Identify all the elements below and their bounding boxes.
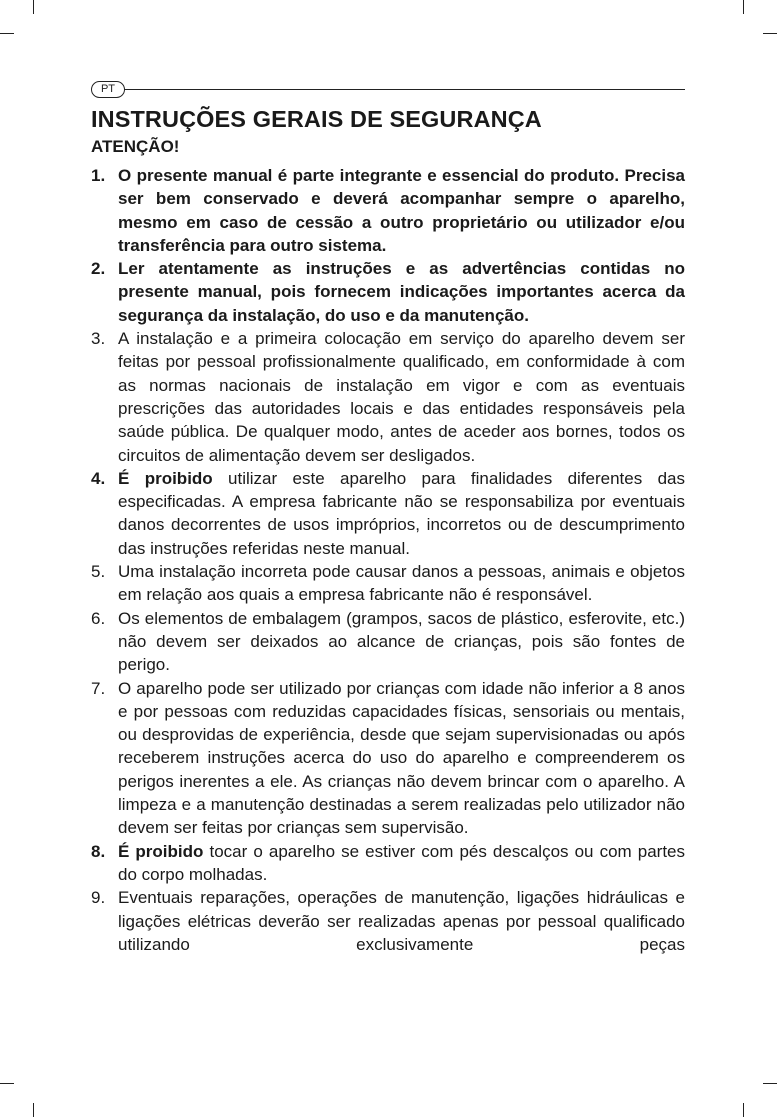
crop-mark-bottom-right — [743, 1103, 744, 1117]
item-text: O presente manual é parte integrante e essencial do produto. Precisa ser bem conservado e deverá acompanhar sempre o aparelho, mesmo em caso de cessão a outro proprietário ou utilizador e/ou transferência para outro sistema. — [118, 166, 685, 255]
item-text: O aparelho pode ser utilizado por crianças com idade não inferior a 8 anos e por pessoas com reduzidas capacidades físicas, sensoriais ou mentais, ou desprovidas de experiência, desde que sejam supervisionadas ou após receberem instruções acerca do uso do aparelho e compreenderem os perigos inerentes a ele. As crianças não devem brincar com o aparelho. A limpeza e a manutenção destinadas a serem realizadas pelo utilizador não devem ser feitas por crianças sem supervisão. — [118, 678, 685, 838]
item-text: Os elementos de embalagem (grampos, sacos de plástico, esferovite, etc.) não devem ser deixados ao alcance de crianças, pois são fontes de perigo. — [118, 608, 685, 675]
item-text: Ler atentamente as instruções e as advertências contidas no presente manual, pois fornecem indicações importantes acerca da segurança da instalação, do uso e da manutenção. — [118, 259, 685, 325]
item-lead: É proibido — [118, 468, 213, 488]
item-text: Eventuais reparações, operações de manutenção, ligações hidráulicas e ligações elétricas deverão ser realizadas apenas por pessoal qualificado utilizando exclusivamente peças — [118, 888, 685, 954]
list-item — [91, 327, 685, 467]
item-number: 4. — [91, 468, 106, 488]
list-item — [91, 467, 685, 560]
attention-heading: ATENÇÃO! — [91, 137, 180, 156]
section-title: INSTRUÇÕES GERAIS DE SEGURANÇA — [91, 106, 542, 132]
language-tag: PT — [91, 81, 125, 98]
list-item — [91, 257, 685, 327]
item-number: 2. — [91, 259, 106, 279]
crop-mark-top-right — [743, 0, 744, 14]
crop-mark-left-bottom — [0, 1083, 14, 1084]
item-number: 6. — [91, 608, 106, 628]
list-item — [91, 560, 685, 607]
item-text: utilizar este aparelho para finalidades diferentes das especificadas. A empresa fabricante não se responsabiliza por eventuais danos decorrentes de usos impróprios, incorretos ou de descumprimento das instruções referidas neste manual. — [118, 468, 686, 558]
list-item — [91, 677, 685, 840]
crop-mark-right-bottom — [763, 1083, 777, 1084]
item-number: 1. — [91, 166, 106, 185]
crop-mark-bottom-left — [33, 1103, 34, 1117]
safety-instructions-list — [91, 164, 685, 956]
item-number: 3. — [91, 329, 106, 349]
item-number: 5. — [91, 562, 106, 582]
item-number: 9. — [91, 888, 106, 908]
list-item — [91, 886, 685, 956]
crop-mark-right-top — [763, 33, 777, 34]
header-rule — [124, 89, 685, 90]
safety-section — [91, 104, 685, 956]
item-text: A instalação e a primeira colocação em serviço do aparelho devem ser feitas por pessoal profissionalmente qualificado, em conformidade à com as normas nacionais de instalação em vigor e com as eventuais prescrições das autoridades locais e das entidades responsáveis pela saúde pública. De qualquer modo, antes de aceder aos bornes, todos os circuitos de alimentação devem ser desligados. — [118, 329, 685, 465]
item-text: tocar o aparelho se estiver com pés descalços ou com partes do corpo molhadas. — [118, 841, 686, 884]
item-text: Uma instalação incorreta pode causar danos a pessoas, animais e objetos em relação aos quais a empresa fabricante não é responsável. — [118, 562, 685, 605]
crop-mark-left-top — [0, 33, 14, 34]
crop-mark-top-left — [33, 0, 34, 14]
item-lead: É proibido — [118, 841, 204, 861]
list-item — [91, 840, 685, 887]
list-item — [91, 164, 685, 257]
list-item — [91, 607, 685, 677]
item-number: 7. — [91, 678, 106, 698]
item-number: 8. — [91, 841, 106, 861]
